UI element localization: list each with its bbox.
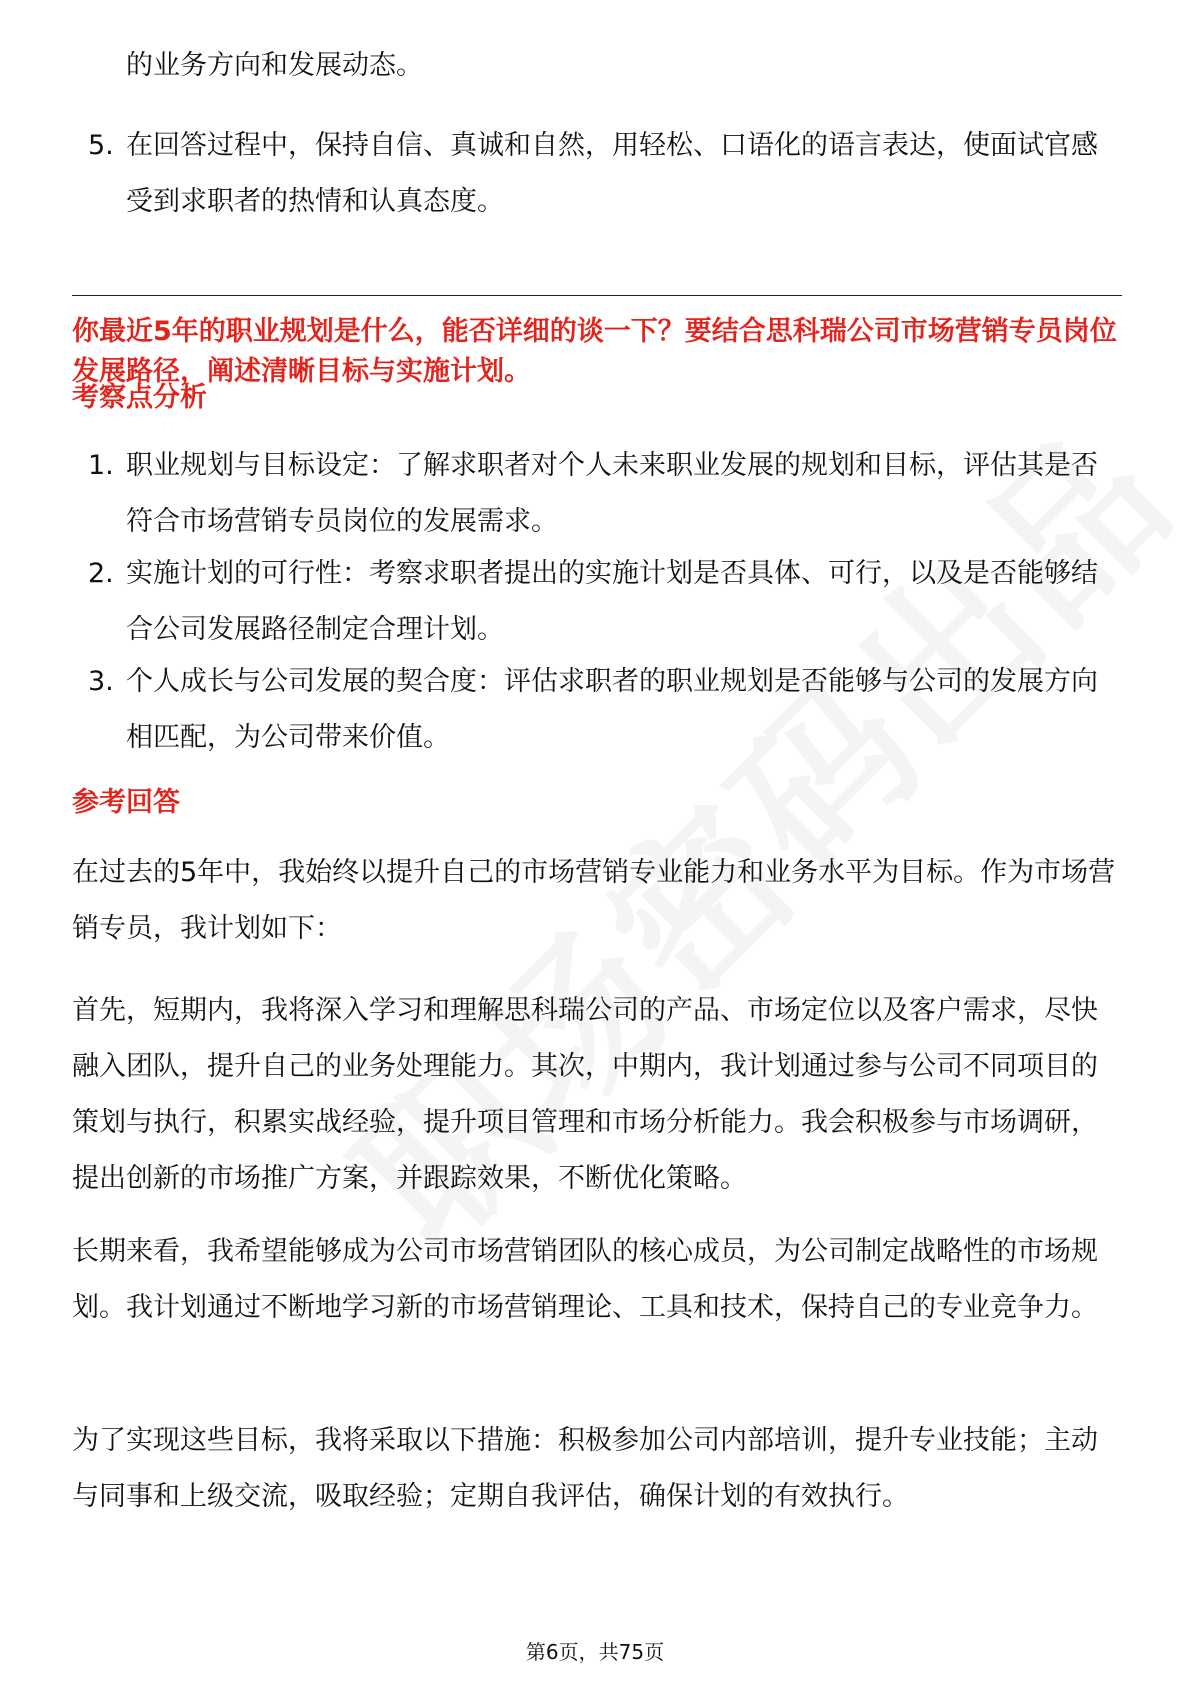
answer-paragraph: 长期来看，我希望能够成为公司市场营销团队的核心成员，为公司制定战略性的市场规划。我计划通过不断地学习新的市场营销理论、工具和技术，保持自己的专业竞争力。	[72, 1236, 1098, 1323]
answer-paragraph: 在过去的5年中，我始终以提升自己的市场营销专业能力和业务水平为目标。作为市场营销专员，我计划如下：	[72, 857, 1116, 944]
answer-paragraph: 首先，短期内，我将深入学习和理解思科瑞公司的产品、市场定位以及客户需求，尽快融入团队，提升自己的业务处理能力。其次，中期内，我计划通过参与公司不同项目的策划与执行，积累实战经验，提升项目管理和市场分析能力。我会积极参与市场调研，提出创新的市场推广方案，并跟踪效果，不断优化策略。	[72, 995, 1098, 1194]
analysis-heading: 考察点分析	[72, 382, 207, 413]
list-item	[88, 654, 1122, 766]
answer-heading: 参考回答	[72, 787, 180, 818]
list-item-continuation: 的业务方向和发展动态。	[126, 50, 423, 81]
list-item-number: 2.	[88, 558, 114, 589]
list-item-text: 在回答过程中，保持自信、真诚和自然，用轻松、口语化的语言表达，使面试官感受到求职者的热情和认真态度。	[126, 130, 1098, 217]
list-item	[88, 546, 1122, 658]
answer-paragraph: 为了实现这些目标，我将采取以下措施：积极参加公司内部培训，提升专业技能；主动与同事和上级交流，吸取经验；定期自我评估，确保计划的有效执行。	[72, 1425, 1098, 1512]
list-item-text: 个人成长与公司发展的契合度：评估求职者的职业规划是否能够与公司的发展方向相匹配，为公司带来价值。	[126, 666, 1098, 753]
list-item	[88, 118, 1122, 230]
list-item-number: 5.	[88, 130, 114, 161]
list-item	[88, 438, 1122, 550]
page-number: 第6页，共75页	[525, 1640, 665, 1664]
question-title: 你最近5年的职业规划是什么，能否详细的谈一下？要结合思科瑞公司市场营销专员岗位发展路径，阐述清晰目标与实施计划。	[72, 316, 1117, 387]
list-item-number: 1.	[88, 450, 114, 481]
section-divider	[72, 295, 1122, 296]
list-item-text: 职业规划与目标设定：了解求职者对个人未来职业发展的规划和目标，评估其是否符合市场营销专员岗位的发展需求。	[126, 450, 1098, 537]
list-item-text: 实施计划的可行性：考察求职者提出的实施计划是否具体、可行，以及是否能够结合公司发展路径制定合理计划。	[126, 558, 1098, 645]
list-item-number: 3.	[88, 666, 114, 697]
